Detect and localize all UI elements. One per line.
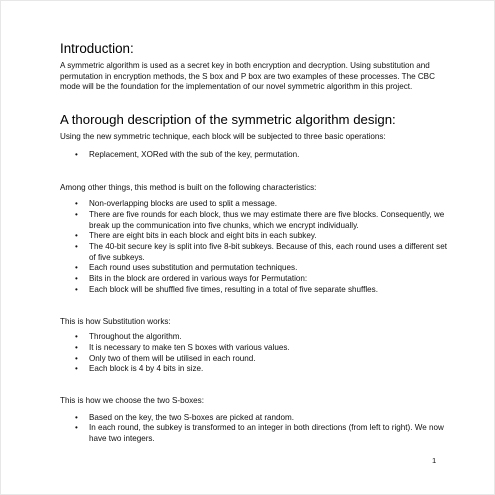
design-heading: A thorough description of the symmetric algorithm design: xyxy=(60,112,396,128)
list-item: • Throughout the algorithm. xyxy=(89,332,455,343)
sbox-choice-intro: This is how we choose the two S-boxes: xyxy=(60,396,204,406)
list-item: • There are eight bits in each block and eight bits in each subkey. xyxy=(89,231,455,242)
list-item: • Non-overlapping blocks are used to split a message. xyxy=(89,199,455,210)
page-content xyxy=(60,41,455,445)
operations-list xyxy=(60,150,455,161)
characteristics-list xyxy=(60,199,455,295)
list-item: • It is necessary to make ten S boxes with various values. xyxy=(89,343,455,354)
sbox-choice-list xyxy=(60,413,455,445)
intro-heading: Introduction: xyxy=(60,41,134,56)
list-item: • In each round, the subkey is transformed to an integer in both directions (from left to right). We now have two integers. xyxy=(89,423,455,444)
list-item: • Each block will be shuffled five times, resulting in a total of five separate shuffles. xyxy=(89,285,455,296)
list-item: • Only two of them will be utilised in each round. xyxy=(89,354,455,365)
substitution-list xyxy=(60,332,455,375)
list-item: • The 40-bit secure key is split into five 8-bit subkeys. Because of this, each round uses a different set of five subkeys. xyxy=(89,242,455,263)
characteristics-intro: Among other things, this method is built on the following characteristics: xyxy=(60,182,317,192)
list-item: • Bits in the block are ordered in various ways for Permutation: xyxy=(89,274,455,285)
list-item: • There are five rounds for each block, thus we may estimate there are five blocks. Consequently, we break up the communication into five chunks, which we encrypt individually. xyxy=(89,210,455,231)
list-item: • Each block is 4 by 4 bits in size. xyxy=(89,364,455,375)
list-item: • Each round uses substitution and permutation techniques. xyxy=(89,263,455,274)
design-paragraph: Using the new symmetric technique, each block will be subjected to three basic operations: xyxy=(60,132,386,142)
substitution-intro: This is how Substitution works: xyxy=(60,316,171,326)
list-item: • Based on the key, the two S-boxes are picked at random. xyxy=(89,413,455,424)
page-number: 1 xyxy=(432,456,437,465)
list-item: • Replacement, XORed with the sub of the key, permutation. xyxy=(89,150,455,161)
intro-paragraph: A symmetric algorithm is used as a secret key in both encryption and decryption. Using substitution and permutation in encryption methods, the S box and P box are two examples of these processes. The CBC mode will be the foundation for the implementation of our novel symmetric algorithm in this project. xyxy=(60,61,435,92)
